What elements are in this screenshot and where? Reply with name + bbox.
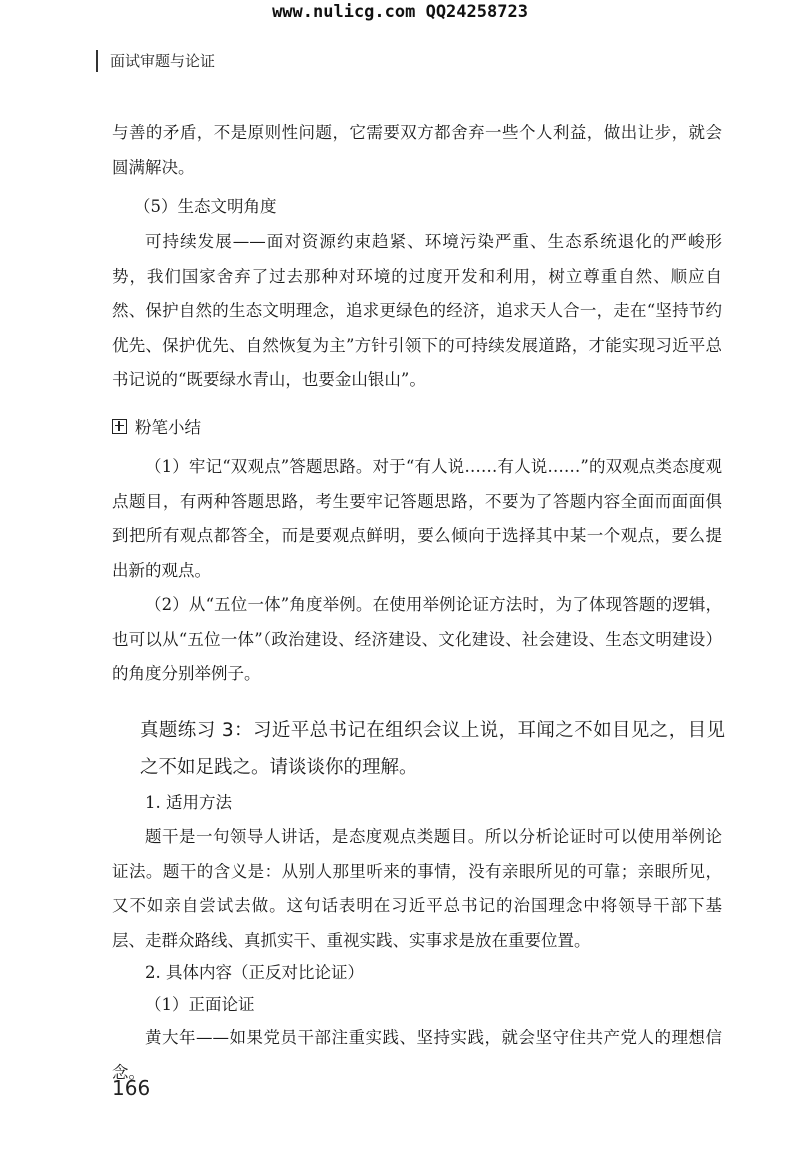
practice-question: 真题练习 3：习近平总书记在组织会议上说，耳闻之不如目见之，目见之不如足践之。请谈谈你的理解。 xyxy=(140,720,725,778)
section-heading-ecology: （5）生态文明角度 xyxy=(134,197,277,216)
running-header: 面试审题与论证 xyxy=(110,52,216,70)
summary-title-text: 粉笔小结 xyxy=(135,418,201,437)
summary-point-1: （1）牢记“双观点”答题思路。对于“有人说……有人说……”的双观点类态度观点题目，有两种答题思路，考生要牢记答题思路，不要为了答题内容全面而面面俱到把所有观点都答全，而是要观点鲜明，要么倾向于选择其中某一个观点，要么提出新的观点。 xyxy=(112,457,722,580)
content-body: 黄大年——如果党员干部注重实践、坚持实践，就会坚守住共产党人的理想信念。 xyxy=(112,1028,722,1082)
summary-title xyxy=(112,414,201,438)
header-divider xyxy=(96,50,98,72)
chalk-icon xyxy=(112,419,127,434)
paragraph-continued: 与善的矛盾，不是原则性问题，它需要双方都舍弃一些个人利益，做出让步，就会圆满解决。 xyxy=(112,123,722,177)
watermark: www.nulicg.com QQ24258723 xyxy=(272,2,528,22)
paragraph-ecology: 可持续发展——面对资源约束趋紧、环境污染严重、生态系统退化的严峻形势，我们国家舍弃了过去那种对环境的过度开发和利用，树立尊重自然、顺应自然、保护自然的生态文明理念，追求更绿色的经济，追求天人合一，走在“坚持节约优先、保护优先、自然恢复为主”方针引领下的可持续发展道路，才能实现习近平总书记说的“既要绿水青山，也要金山银山”。 xyxy=(112,232,722,389)
method-heading: 1. 适用方法 xyxy=(145,793,232,812)
summary-point-2: （2）从“五位一体”角度举例。在使用举例论证方法时，为了体现答题的逻辑，也可以从“五位一体”（政治建设、经济建设、文化建设、社会建设、生态文明建设）的角度分别举例子。 xyxy=(112,595,722,683)
method-body: 题干是一句领导人讲话，是态度观点类题目。所以分析论证时可以使用举例论证法。题干的含义是：从别人那里听来的事情，没有亲眼所见的可靠；亲眼所见，又不如亲自尝试去做。这句话表明在习近平总书记的治国理念中将领导干部下基层、走群众路线、真抓实干、重视实践、实事求是放在重要位置。 xyxy=(112,827,722,950)
content-subheading: （1）正面论证 xyxy=(145,995,255,1014)
content-heading: 2. 具体内容（正反对比论证） xyxy=(145,963,364,982)
page-number: 166 xyxy=(112,1076,151,1100)
